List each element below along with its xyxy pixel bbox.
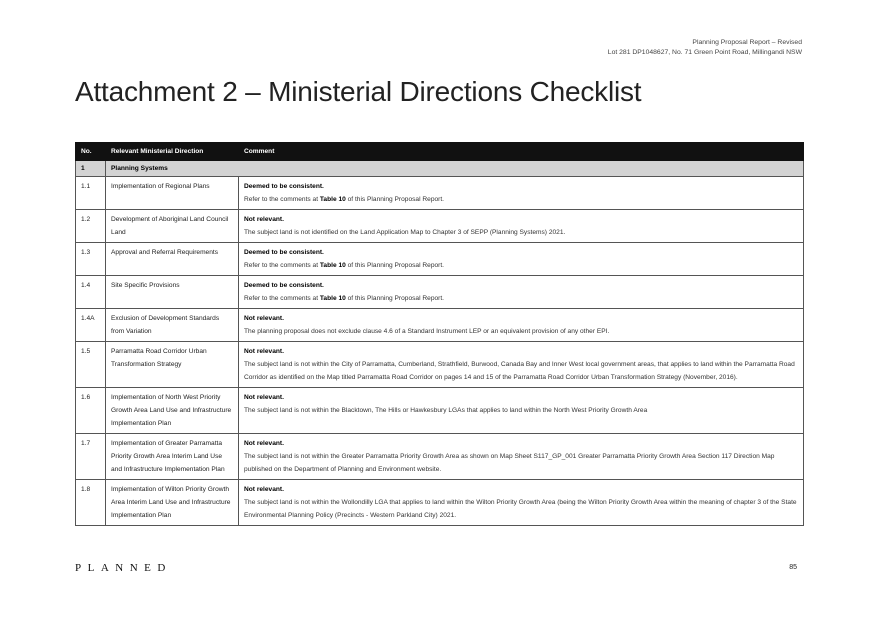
status-label: Deemed to be consistent. [244, 183, 324, 190]
row-number: 1.2 [76, 210, 106, 243]
comment-text-start: Refer to the comments at [244, 262, 320, 269]
row-number: 1.4 [76, 276, 106, 309]
comment-cell [239, 309, 804, 342]
direction-cell: Implementation of North West Priority Growth Area Land Use and Infrastructure Implementation Plan [106, 388, 239, 434]
row-number: 1.8 [76, 480, 106, 526]
table-row [76, 342, 804, 388]
comment-text-start: The planning proposal does not exclude clause 4.6 of a Standard Instrument LEP or an equivalent provision of any other EPI. [244, 328, 610, 335]
comment-cell [239, 388, 804, 434]
comment-cell [239, 276, 804, 309]
direction-cell: Implementation of Greater Parramatta Priority Growth Area Interim Land Use and Infrastructure Implementation Plan [106, 434, 239, 480]
comment-text-start: The subject land is not within the Greater Parramatta Priority Growth Area as shown on Map Sheet S117_GP_001 Greater Parramatta Priority Growth Area Section 117 Direction Map published on the Department of Planning and Environment website. [244, 453, 775, 473]
checklist-table [75, 142, 804, 526]
table-row [76, 276, 804, 309]
comment-cell [239, 177, 804, 210]
comment-text-start: The subject land is not within the City of Parramatta, Cumberland, Strathfield, Burwood, Canada Bay and Inner West local government areas, that applies to land within the Parramatta Road Corridor as identified on the Map titled Parramatta Road Corridor on pages 14 and 15 of the Parramatta Road Corridor Urban Transformation Strategy (November, 2016). [244, 361, 795, 381]
comment-text [244, 358, 798, 384]
table-row [76, 210, 804, 243]
status-label: Not relevant. [244, 348, 284, 355]
row-number: 1.1 [76, 177, 106, 210]
comment-text-end: of this Planning Proposal Report. [345, 262, 445, 269]
comment-cell [239, 434, 804, 480]
comment-text-end: of this Planning Proposal Report. [345, 196, 445, 203]
comment-text [244, 226, 798, 239]
comment-text [244, 193, 798, 206]
status-label: Not relevant. [244, 394, 284, 401]
comment-text [244, 450, 798, 476]
status-label: Deemed to be consistent. [244, 282, 324, 289]
comment-cell [239, 342, 804, 388]
row-number: 1.5 [76, 342, 106, 388]
section-no: 1 [76, 161, 106, 177]
row-number: 1.7 [76, 434, 106, 480]
comment-cell [239, 243, 804, 276]
header-comment: Comment [239, 143, 804, 161]
table-reference: Table 10 [319, 295, 346, 302]
comment-text-start: The subject land is not within the Wollondilly LGA that applies to land within the Wilton Priority Growth Area (being the Wilton Priority Growth Area within the meaning of chapter 3 of the State Environmental Planning Policy (Precincts - Western Parkland City) 2021. [244, 499, 797, 519]
page-title: Attachment 2 – Ministerial Directions Checklist [75, 76, 642, 107]
status-label: Not relevant. [244, 315, 284, 322]
comment-text-start: Refer to the comments at [244, 295, 320, 302]
comment-text [244, 496, 798, 522]
section-row [76, 161, 804, 177]
direction-cell: Implementation of Wilton Priority Growth Area Interim Land Use and Infrastructure Implementation Plan [106, 480, 239, 526]
comment-text [244, 404, 798, 417]
table-row [76, 177, 804, 210]
direction-cell: Exclusion of Development Standards from Variation [106, 309, 239, 342]
comment-text-start: The subject land is not identified on the Land Application Map to Chapter 3 of SEPP (Planning Systems) 2021. [244, 229, 566, 236]
planned-logo: PLANNED [75, 562, 172, 574]
running-header [608, 38, 802, 58]
comment-text [244, 292, 798, 305]
table-header-row [76, 143, 804, 161]
table-row [76, 388, 804, 434]
direction-cell: Approval and Referral Requirements [106, 243, 239, 276]
direction-cell: Development of Aboriginal Land Council Land [106, 210, 239, 243]
header-line-2: Lot 281 DP1048627, No. 71 Green Point Road, Millingandi NSW [607, 49, 802, 56]
row-number: 1.6 [76, 388, 106, 434]
comment-text [244, 325, 798, 338]
comment-text-end: of this Planning Proposal Report. [345, 295, 445, 302]
header-line-1: Planning Proposal Report – Revised [692, 39, 802, 46]
table-reference: Table 10 [319, 196, 346, 203]
comment-text-start: Refer to the comments at [244, 196, 320, 203]
comment-cell [239, 210, 804, 243]
section-label: Planning Systems [106, 161, 804, 177]
table-reference: Table 10 [319, 262, 346, 269]
direction-cell: Parramatta Road Corridor Urban Transformation Strategy [106, 342, 239, 388]
status-label: Not relevant. [244, 486, 284, 493]
page-number: 85 [789, 564, 797, 571]
direction-cell: Implementation of Regional Plans [106, 177, 239, 210]
row-number: 1.4A [76, 309, 106, 342]
direction-cell: Site Specific Provisions [106, 276, 239, 309]
comment-cell [239, 480, 804, 526]
row-number: 1.3 [76, 243, 106, 276]
header-direction: Relevant Ministerial Direction [106, 143, 239, 161]
header-no: No. [76, 143, 106, 161]
status-label: Deemed to be consistent. [244, 249, 324, 256]
table-row [76, 243, 804, 276]
status-label: Not relevant. [244, 216, 284, 223]
table-row [76, 480, 804, 526]
status-label: Not relevant. [244, 440, 284, 447]
table-row [76, 309, 804, 342]
table-row [76, 434, 804, 480]
comment-text [244, 259, 798, 272]
comment-text-start: The subject land is not within the Blacktown, The Hills or Hawkesbury LGAs that applies to land within the North West Priority Growth Area [244, 407, 648, 414]
